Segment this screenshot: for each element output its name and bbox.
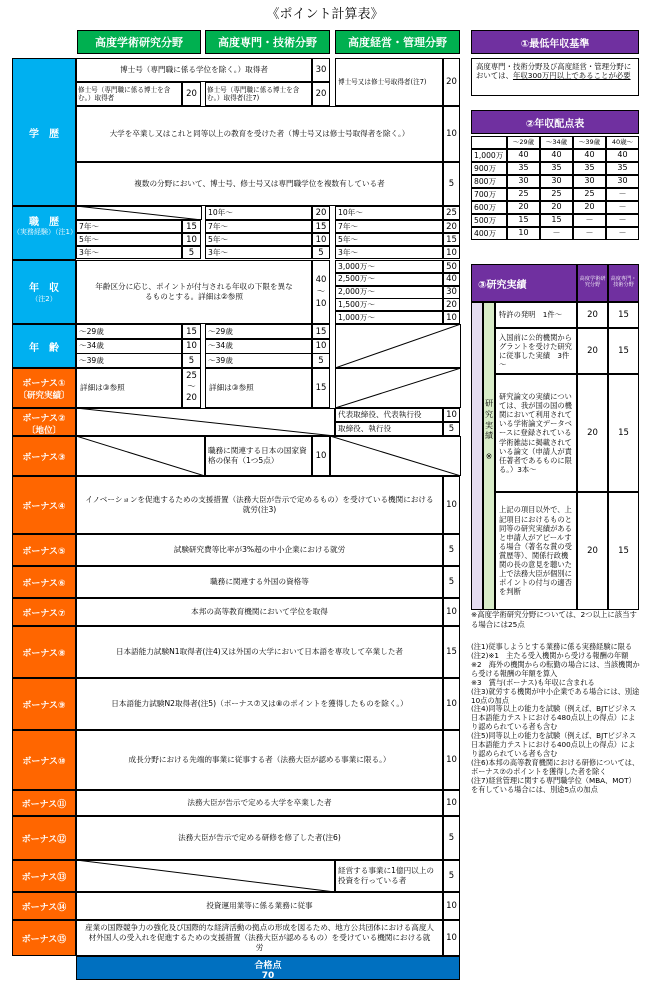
income-pts-lo: 10 <box>315 298 327 309</box>
bonus-points: 10 <box>443 476 460 534</box>
s2-value-cell: － <box>606 188 639 201</box>
s2-value-cell: － <box>606 201 639 214</box>
bonus-text: 日本語能力試験N2取得者(注5)（ボーナス⑦又は⑧のポイントを獲得したものを除く。） <box>76 678 443 730</box>
bonus1-label-box <box>12 368 76 408</box>
side3-vlabel: 研究実績 <box>485 399 493 441</box>
pass-score-label: 合格点 <box>254 961 282 971</box>
side3-title: ③研究実績 <box>471 264 577 302</box>
experience-label-box <box>12 206 76 260</box>
bonus-points: 5 <box>443 816 460 860</box>
s2-value-cell: 20 <box>507 201 540 214</box>
exp-management-points: 10 <box>443 246 460 259</box>
exp-management-cell: 5年～ <box>335 233 443 246</box>
income-management-points: 10 <box>443 311 460 324</box>
s2-value-cell: 40 <box>573 149 606 162</box>
pass-score-box <box>76 956 460 980</box>
bonus-points: 10 <box>443 678 460 730</box>
bonus2-ceo-cell: 代表取締役、代表執行役 <box>335 408 443 422</box>
exp-academic-cell: 7年～ <box>76 220 182 233</box>
exp-academic-points: 10 <box>182 233 201 246</box>
footnotes: (注1)従事しようとする業務に係る実務経験に限る (注2)※1 主たる受入機関から受ける報酬の年額 ※2 海外の機関からの転勤の場合には、当該機関から受ける報酬の年額を算入 ※3 賞与(ボーナス)も年収に含まれる (注3)就労する機関が中小企業である場合には、別途10点の加点 (注4)同等以上の能力を試験（例えば、BJTビジネス日本語能力テストにおける480点以上の得点）により認められている者も含む (注5)同等以上の能力を試験（例えば、BJTビジネス日本語能力テストにおける400点以上の得点）により認められている者も含む (注6)本邦の高等教育機関における研修については、ボーナス⑦のポイントを獲得した者を除く (注7)経営管理に関する専門職学位（MBA、MOT）を有している場合には、別途5点の加点 <box>471 642 640 794</box>
bonus2-sub: 〔地位〕 <box>26 426 61 436</box>
side1-body <box>471 58 639 96</box>
s2-value-cell: 10 <box>507 227 540 240</box>
s2-value-cell: 35 <box>573 162 606 175</box>
bonus-text: 職務に関連する外国の資格等 <box>76 566 443 598</box>
s2-header-cell: ～39歳 <box>573 136 606 149</box>
age-technical-cell: ～34歳 <box>205 339 312 354</box>
pass-score-value: 70 <box>261 971 275 981</box>
side3-left-strip <box>471 302 483 610</box>
s2-header-cell: ～29歳 <box>507 136 540 149</box>
bonus-text: 試験研究費等比率が3%超の中小企業における就労 <box>76 534 443 566</box>
bonus-label: ボーナス⑩ <box>12 730 76 790</box>
s3-item-text: 入国前に公的機関からグラントを受けた研究に従事した実績 3件～ <box>495 328 577 374</box>
age-academic-cell: ～34歳 <box>76 339 182 354</box>
bonus-text: 成長分野における先端的事業に従事する者（法務大臣が認める事業に限る。） <box>76 730 443 790</box>
income-management-points: 20 <box>443 298 460 311</box>
bonus1-sub: 〔研究実績〕 <box>18 391 70 401</box>
bonus-label: ボーナス⑮ <box>12 920 76 956</box>
income-management-points: 40 <box>443 273 460 286</box>
bonus2-label: ボーナス② <box>22 414 66 424</box>
education-label: 学 歴 <box>12 58 76 206</box>
bonus-text: イノベーションを促進するための支援措置（法務大臣が告示で定めるもの）を受けている機関における就労(注3) <box>76 476 443 534</box>
side3-note-mark: ※ <box>485 452 493 462</box>
bonus-label: ボーナス⑭ <box>12 892 76 920</box>
s2-value-cell: 30 <box>540 175 573 188</box>
s2-value-cell: 35 <box>606 162 639 175</box>
age-academic-cell: ～39歳 <box>76 353 182 368</box>
bonus3-text: 職務に関連する日本の国家資格の保有（1つ5点） <box>205 436 312 476</box>
bonus3-label: ボーナス③ <box>12 436 76 476</box>
s2-value-cell: 40 <box>507 149 540 162</box>
empty-slash <box>76 436 205 476</box>
s2-value-cell: － <box>606 227 639 240</box>
s3-item-text: 上記の項目以外で、上記項目におけるものと同等の研究実績があると申請人がアピールする場合（著名な賞の受賞歴等）、関係行政機関の長の意見を聴いた上で法務大臣が個別にポイントの付与の適否を判断 <box>495 492 577 610</box>
age-technical-cell: ～29歳 <box>205 324 312 339</box>
master-academic-points: 20 <box>182 82 201 106</box>
age-academic-points: 5 <box>182 353 201 368</box>
mgmt-degree-points: 20 <box>443 58 460 106</box>
s2-value-cell: 40 <box>606 149 639 162</box>
header-management: 高度経営・管理分野 <box>335 30 460 54</box>
side2-title: ②年収配点表 <box>471 110 639 134</box>
exp-technical-points: 10 <box>312 233 330 246</box>
s2-value-cell: 25 <box>573 188 606 201</box>
income-management-cell: 1,500万～ <box>335 298 443 311</box>
exp-academic-points: 15 <box>182 220 201 233</box>
bonus-points: 10 <box>443 920 460 956</box>
empty-slash <box>335 368 461 408</box>
income-management-cell: 1,000万～ <box>335 311 443 324</box>
bonus2-director-cell: 取締役、執行役 <box>335 422 443 436</box>
bonus-points: 10 <box>443 892 460 920</box>
empty-slash <box>76 206 202 220</box>
age-technical-points: 15 <box>312 324 330 339</box>
exp-technical-points: 15 <box>312 220 330 233</box>
bonus-label: ボーナス⑧ <box>12 626 76 678</box>
income-management-cell: 2,500万～ <box>335 273 443 286</box>
exp-academic-cell: 3年～ <box>76 246 182 259</box>
side3-note: ※高度学術研究分野については、2つ以上に該当する場合には25点 <box>471 610 637 629</box>
s2-value-cell: 35 <box>540 162 573 175</box>
s2-income-cell: 800万 <box>471 175 507 188</box>
s3-item-text: 特許の発明 1件～ <box>495 302 577 328</box>
page-title: 《ポイント計算表》 <box>266 6 384 22</box>
s2-value-cell: 40 <box>540 149 573 162</box>
bonus-points: 5 <box>443 534 460 566</box>
bachelor-cell: 大学を卒業し又はこれと同等以上の教育を受けた者（博士号又は修士号取得者を除く。） <box>76 106 443 162</box>
bonus-text: 本邦の高等教育機関において学位を取得 <box>76 598 443 626</box>
bonus-points: 10 <box>443 730 460 790</box>
bonus2-director-points: 5 <box>443 422 460 436</box>
s2-corner <box>471 136 507 149</box>
exp-technical-cell: 5年～ <box>205 233 312 246</box>
master-academic-cell: 修士号（専門職に係る博士を含む。）取得者 <box>76 82 182 106</box>
mgmt-degree-cell: 博士号又は修士号取得者(注7) <box>335 58 443 106</box>
income-pts-hi: 40 <box>315 275 327 285</box>
income-management-points: 50 <box>443 260 460 273</box>
s3-item-text: 研究論文の実績については、我が国の国の機関において利用されている学術論文データベースに登録されている学術雑誌に掲載されている論文（申請人が責任著者であるものに限る。）3本～ <box>495 374 577 492</box>
empty-slash <box>335 324 461 368</box>
bonus-text: 産業の国際競争力の強化及び国際的な経済活動の拠点の形成を図るため、地方公共団体における高度人材外国人の受入れを促進するための支援措置（法務大臣が認めるもの）を受けている機関における就労 <box>76 920 443 956</box>
s2-income-cell: 700万 <box>471 188 507 201</box>
bonus-points: 10 <box>443 598 460 626</box>
header-technical: 高度専門・技術分野 <box>205 30 330 54</box>
income-label: 年 収 <box>29 283 59 294</box>
s2-value-cell: 35 <box>507 162 540 175</box>
multi-degree-cell: 複数の分野において、博士号、修士号又は専門職学位を複数有している者 <box>76 162 443 206</box>
bonus-points: 5 <box>443 566 460 598</box>
bonus-text: 法務大臣が告示で定める大学を卒業した者 <box>76 790 443 816</box>
bonus-text: 法務大臣が告示で定める研修を修了した者(注6) <box>76 816 443 860</box>
income-pts-tilde: ～ <box>316 286 326 297</box>
side3-vertical-label <box>483 302 495 610</box>
bonus-text: 経営する事業に1億円以上の投資を行っている者 <box>335 860 443 892</box>
exp-technical-cell: 10年～ <box>205 206 312 220</box>
age-academic-points: 15 <box>182 324 201 339</box>
exp-management-cell: 10年～ <box>335 206 443 220</box>
experience-sub: （実務経験）（注1） <box>13 228 77 236</box>
master-technical-cell: 修士号（専門職に係る博士を含む。）取得者(注7) <box>205 82 312 106</box>
s3-technical-points: 15 <box>608 492 639 610</box>
bonus-points: 15 <box>443 626 460 678</box>
bonus1-pts-tilde: ～ <box>187 382 196 393</box>
income-management-cell: 3,000万～ <box>335 260 443 273</box>
exp-management-points: 25 <box>443 206 460 220</box>
bonus-label: ボーナス④ <box>12 476 76 534</box>
s2-value-cell: － <box>540 227 573 240</box>
age-academic-cell: ～29歳 <box>76 324 182 339</box>
s2-income-cell: 500万 <box>471 214 507 227</box>
s2-value-cell: 20 <box>540 201 573 214</box>
bonus-text: 日本語能力試験N1取得者(注4)又は外国の大学において日本語を専攻して卒業した者 <box>76 626 443 678</box>
bonus1-technical-ref: 詳細は③参照 <box>205 368 312 408</box>
bonus1-technical-points: 15 <box>312 368 330 408</box>
s3-academic-points: 20 <box>577 374 608 492</box>
header-academic: 高度学術研究分野 <box>77 30 201 54</box>
s2-header-cell: ～34歳 <box>540 136 573 149</box>
empty-slash <box>76 408 335 436</box>
s3-technical-points: 15 <box>608 328 639 374</box>
exp-management-cell: 3年～ <box>335 246 443 259</box>
s2-value-cell: 20 <box>573 201 606 214</box>
s3-technical-points: 15 <box>608 374 639 492</box>
master-technical-points: 20 <box>312 82 330 106</box>
exp-technical-cell: 7年～ <box>205 220 312 233</box>
income-sub: （注2） <box>31 295 57 303</box>
exp-technical-points: 5 <box>312 246 330 259</box>
s2-income-cell: 1,000万 <box>471 149 507 162</box>
s3-academic-points: 20 <box>577 302 608 328</box>
s3-technical-points: 15 <box>608 302 639 328</box>
bonus-label: ボーナス⑫ <box>12 816 76 860</box>
s2-income-cell: 900万 <box>471 162 507 175</box>
income-management-points: 30 <box>443 286 460 299</box>
age-technical-points: 5 <box>312 353 330 368</box>
exp-management-cell: 7年～ <box>335 220 443 233</box>
bonus1-academic-ref: 詳細は③参照 <box>76 368 182 408</box>
income-desc: 年齢区分に応じ、ポイントが付与される年収の下限を異なるものとする。詳細は②参照 <box>76 260 312 324</box>
s2-value-cell: 15 <box>540 214 573 227</box>
s2-value-cell: 30 <box>507 175 540 188</box>
multi-degree-points: 5 <box>443 162 460 206</box>
bonus-label: ボーナス⑤ <box>12 534 76 566</box>
s2-value-cell: 25 <box>507 188 540 201</box>
bachelor-points: 10 <box>443 106 460 162</box>
exp-management-points: 15 <box>443 233 460 246</box>
age-technical-points: 10 <box>312 339 330 354</box>
bonus-points: 5 <box>443 860 460 892</box>
exp-management-points: 20 <box>443 220 460 233</box>
bonus-label: ボーナス⑨ <box>12 678 76 730</box>
s3-academic-points: 20 <box>577 328 608 374</box>
s2-header-cell: 40歳～ <box>606 136 639 149</box>
side1-title: ①最低年収基準 <box>471 30 639 54</box>
s2-income-cell: 400万 <box>471 227 507 240</box>
s2-value-cell: 30 <box>606 175 639 188</box>
bonus1-pts-hi: 25 <box>186 371 197 381</box>
bonus2-label-box <box>12 408 76 436</box>
bonus2-ceo-points: 10 <box>443 408 460 422</box>
side3-col-technical: 高度専門・技術分野 <box>608 264 639 302</box>
s2-value-cell: 30 <box>573 175 606 188</box>
s2-value-cell: － <box>573 227 606 240</box>
side1-text: 高度専門・技術分野及び高度経営・管理分野においては、 <box>476 62 632 81</box>
bonus-label: ボーナス⑥ <box>12 566 76 598</box>
income-label-box <box>12 260 76 324</box>
bonus-label: ボーナス⑪ <box>12 790 76 816</box>
bonus1-pts-lo: 20 <box>186 393 197 404</box>
s2-value-cell: － <box>606 214 639 227</box>
bonus3-points: 10 <box>312 436 330 476</box>
exp-technical-points: 20 <box>312 206 330 220</box>
bonus-label: ボーナス⑬ <box>12 860 76 892</box>
experience-label: 職 歴 <box>29 217 59 228</box>
empty-slash <box>76 860 335 892</box>
s2-value-cell: 15 <box>507 214 540 227</box>
income-points-range <box>312 260 330 324</box>
s2-value-cell: － <box>573 214 606 227</box>
bonus1-academic-points <box>182 368 201 408</box>
age-technical-cell: ～39歳 <box>205 353 312 368</box>
exp-technical-cell: 3年～ <box>205 246 312 259</box>
s2-income-cell: 600万 <box>471 201 507 214</box>
side1-underlined: 年収300万円以上であることが必要 <box>512 71 631 81</box>
doctor-points: 30 <box>312 58 330 82</box>
bonus-text: 投資運用業等に係る業務に従事 <box>76 892 443 920</box>
age-label: 年 齢 <box>12 324 76 368</box>
bonus1-label: ボーナス① <box>22 379 66 389</box>
doctor-cell: 博士号（専門職に係る学位を除く。）取得者 <box>76 58 312 82</box>
side3-col-academic: 高度学術研究分野 <box>577 264 608 302</box>
exp-academic-cell: 5年～ <box>76 233 182 246</box>
exp-academic-points: 5 <box>182 246 201 259</box>
empty-slash <box>330 436 461 476</box>
bonus-points: 10 <box>443 790 460 816</box>
bonus-label: ボーナス⑦ <box>12 598 76 626</box>
income-management-cell: 2,000万～ <box>335 286 443 299</box>
age-academic-points: 10 <box>182 339 201 354</box>
s3-academic-points: 20 <box>577 492 608 610</box>
s2-value-cell: 25 <box>540 188 573 201</box>
